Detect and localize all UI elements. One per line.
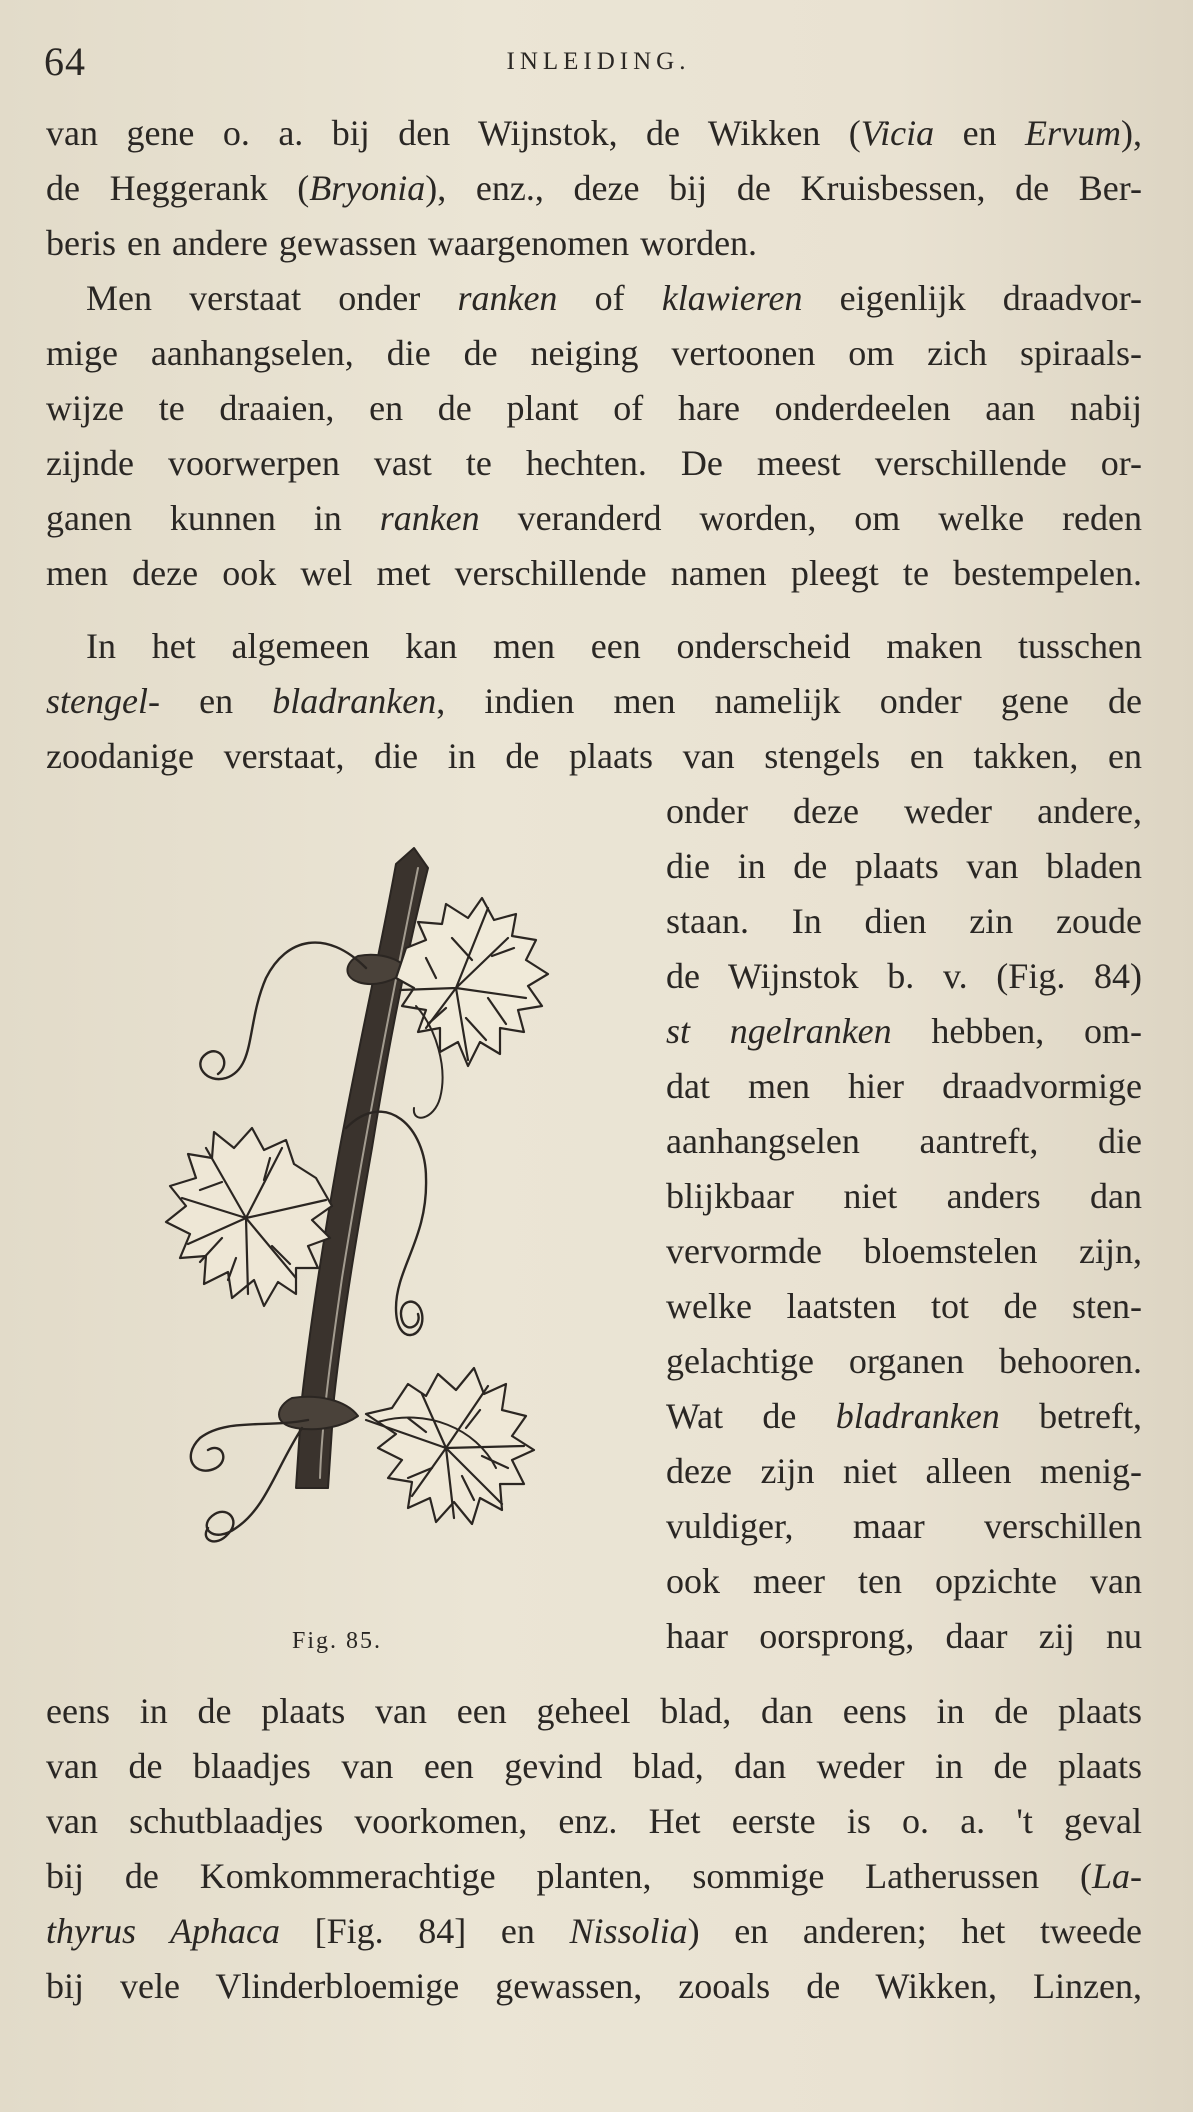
tendril bbox=[200, 943, 366, 1080]
text-line: bij vele Vlinderbloemige gewassen, zooals de Wikken, Linzen, bbox=[46, 1966, 1142, 2006]
running-head: INLEIDING. bbox=[506, 48, 691, 75]
text-line: van schutblaadjes voorkomen, enz. Het eerste is o. a. 't geval bbox=[46, 1801, 1142, 1841]
grapevine-drawing bbox=[96, 828, 636, 1608]
text-line: wijze te draaien, en de plant of hare onderdeelen aan nabij bbox=[46, 388, 1142, 428]
text-line: haar oorsprong, daar zij nu bbox=[666, 1616, 1142, 1656]
text-line: vervormde bloemstelen zijn, bbox=[666, 1231, 1142, 1271]
text-line: gelachtige organen behooren. bbox=[666, 1341, 1142, 1381]
text-line: stengel- en bladranken, indien men namelijk onder gene de bbox=[46, 681, 1142, 721]
text-line: onder deze weder andere, bbox=[666, 791, 1142, 831]
figure-caption: Fig. 85. bbox=[292, 1628, 383, 1654]
text-line: de Wijnstok b. v. (Fig. 84) bbox=[666, 956, 1142, 996]
text-line: thyrus Aphaca [Fig. 84] en Nissolia) en anderen; het tweede bbox=[46, 1911, 1142, 1951]
text-line: beris en andere gewassen waargenomen worden. bbox=[46, 223, 758, 263]
text-line: mige aanhangselen, die de neiging vertoonen om zich spiraals- bbox=[46, 333, 1142, 373]
leaf-left bbox=[166, 1128, 332, 1306]
text-line: van de blaadjes van een gevind blad, dan weder in de plaats bbox=[46, 1746, 1142, 1786]
text-line: Wat de bladranken betreft, bbox=[666, 1396, 1142, 1436]
text-line: van gene o. a. bij den Wijnstok, de Wikken (Vicia en Ervum), bbox=[46, 113, 1142, 153]
text-line: die in de plaats van bladen bbox=[666, 846, 1142, 886]
text-line: men deze ook wel met verschillende namen pleegt te bestempelen. bbox=[46, 553, 1142, 593]
text-line: aanhangselen aantreft, die bbox=[666, 1121, 1142, 1161]
text-line: zijnde voorwerpen vast te hechten. De meest verschillende or- bbox=[46, 443, 1142, 483]
text-line: blijkbaar niet anders dan bbox=[666, 1176, 1142, 1216]
stem-node bbox=[279, 1397, 358, 1429]
text-line: ganen kunnen in ranken veranderd worden, om welke reden bbox=[46, 498, 1143, 538]
text-line: staan. In dien zin zoude bbox=[666, 901, 1142, 941]
grapevine-illustration bbox=[96, 828, 636, 1608]
text-line: zoodanige verstaat, die in de plaats van stengels en takken, en bbox=[46, 736, 1142, 776]
text-line: st ngelranken hebben, om- bbox=[666, 1011, 1142, 1051]
page-header bbox=[44, 38, 1153, 88]
tendril bbox=[206, 1428, 302, 1541]
text-line: dat men hier draadvormige bbox=[666, 1066, 1142, 1106]
text-line: eens in de plaats van een geheel blad, dan eens in de plaats bbox=[46, 1691, 1142, 1731]
text-line: welke laatsten tot de sten- bbox=[666, 1286, 1142, 1326]
text-line: de Heggerank (Bryonia), enz., deze bij de Kruisbessen, de Ber- bbox=[46, 168, 1143, 208]
page-number: 64 bbox=[44, 39, 86, 84]
text-line: deze zijn niet alleen menig- bbox=[666, 1451, 1142, 1491]
text-line: bij de Komkommerachtige planten, sommige Latherussen (La- bbox=[46, 1856, 1142, 1896]
text-line: vuldiger, maar verschillen bbox=[666, 1506, 1142, 1546]
text-line: In het algemeen kan men een onderscheid maken tusschen bbox=[86, 626, 1142, 666]
leaf-lower-right bbox=[366, 1368, 534, 1524]
text-line: Men verstaat onder ranken of klawieren eigenlijk draadvor- bbox=[86, 278, 1142, 318]
text-line: ook meer ten opzichte van bbox=[666, 1561, 1142, 1601]
leaf-upper-right bbox=[396, 898, 548, 1066]
